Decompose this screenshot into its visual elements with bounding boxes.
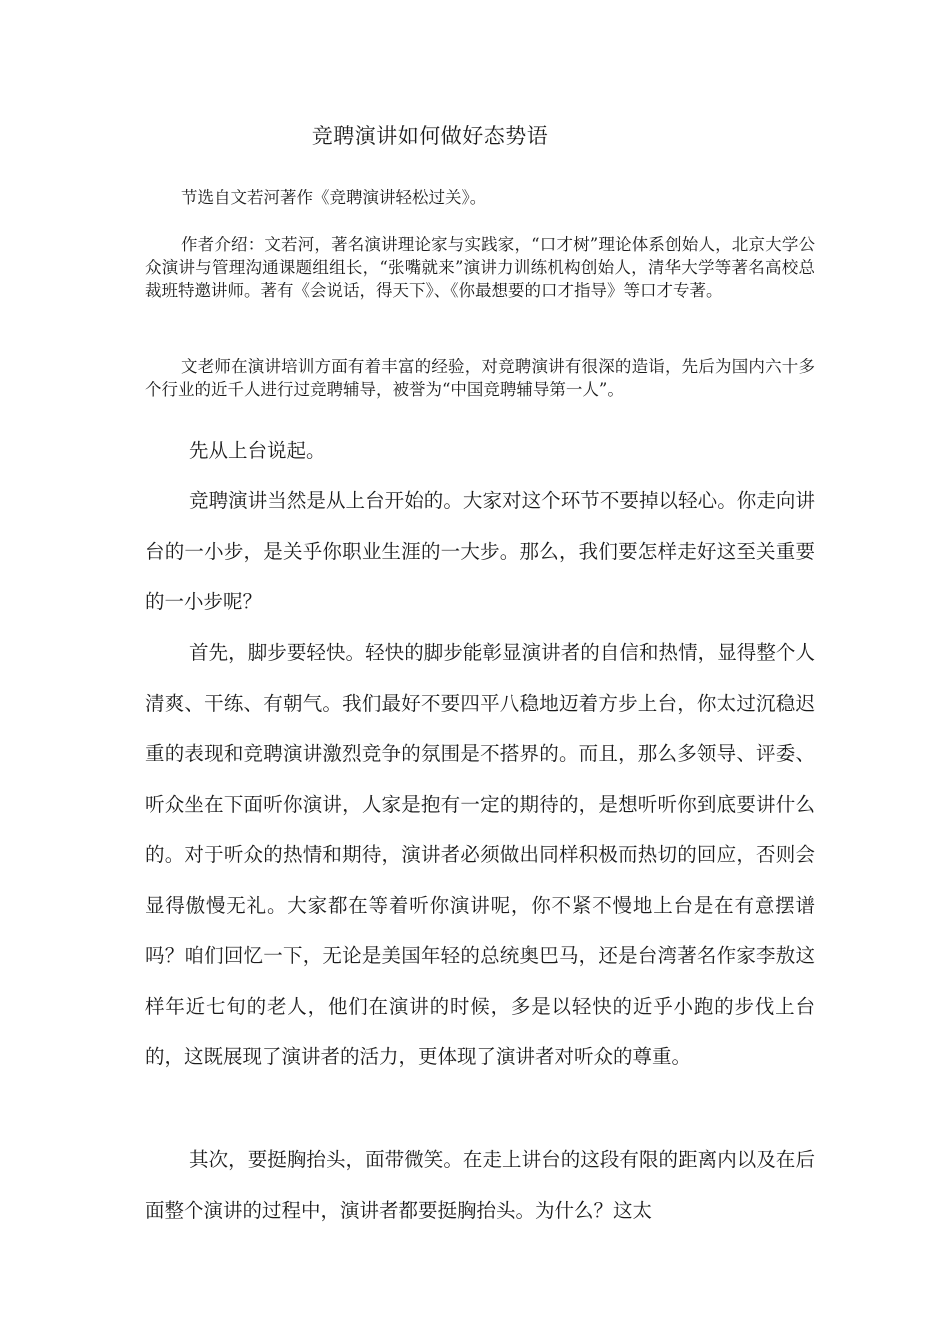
page-title: 竞聘演讲如何做好态势语	[311, 124, 549, 148]
paragraph-intro: 先从上台说起。	[189, 439, 326, 462]
paragraph-second-point: 其次，要挺胸抬头，面带微笑。在走上讲台的这段有限的距离内以及在后面整个演讲的过程中，演讲者都要挺胸抬头。为什么？这太	[145, 1148, 815, 1222]
author-intro: 作者介绍：文若河，著名演讲理论家与实践家，“口才树”理论体系创始人，北京大学公众演讲与管理沟通课题组组长，“张嘴就来”演讲力训练机构创始人，清华大学等著名高校总裁班特邀讲师。著有《会说话，得天下》、《你最想要的口才指导》等口才专著。	[145, 235, 815, 300]
source-note: 节选自文若河著作《竞聘演讲轻松过关》。	[181, 188, 487, 207]
paragraph-first-point: 首先，脚步要轻快。轻快的脚步能彰显演讲者的自信和热情，显得整个人清爽、干练、有朝气。我们最好不要四平八稳地迈着方步上台，你太过沉稳迟重的表现和竞聘演讲激烈竞争的氛围是不搭界的。而且，那么多领导、评委、听众坐在下面听你演讲，人家是抱有一定的期待的，是想听听你到底要讲什么的。对于听众的热情和期待，演讲者必须做出同样积极而热切的回应，否则会显得傲慢无礼。大家都在等着听你演讲呢，你不紧不慢地上台是在有意摆谱吗？咱们回忆一下，无论是美国年轻的总统奥巴马，还是台湾著名作家李敖这样年近七旬的老人，他们在演讲的时候，多是以轻快的近乎小跑的步伐上台的，这既展现了演讲者的活力，更体现了演讲者对听众的尊重。	[145, 641, 815, 1068]
teacher-intro: 文老师在演讲培训方面有着丰富的经验，对竞聘演讲有很深的造诣，先后为国内六十多个行业的近千人进行过竞聘辅导，被誉为“中国竞聘辅导第一人”。	[145, 357, 815, 399]
paragraph-stage: 竞聘演讲当然是从上台开始的。大家对这个环节不要掉以轻心。你走向讲台的一小步，是关乎你职业生涯的一大步。那么，我们要怎样走好这至关重要的一小步呢？	[145, 489, 815, 613]
